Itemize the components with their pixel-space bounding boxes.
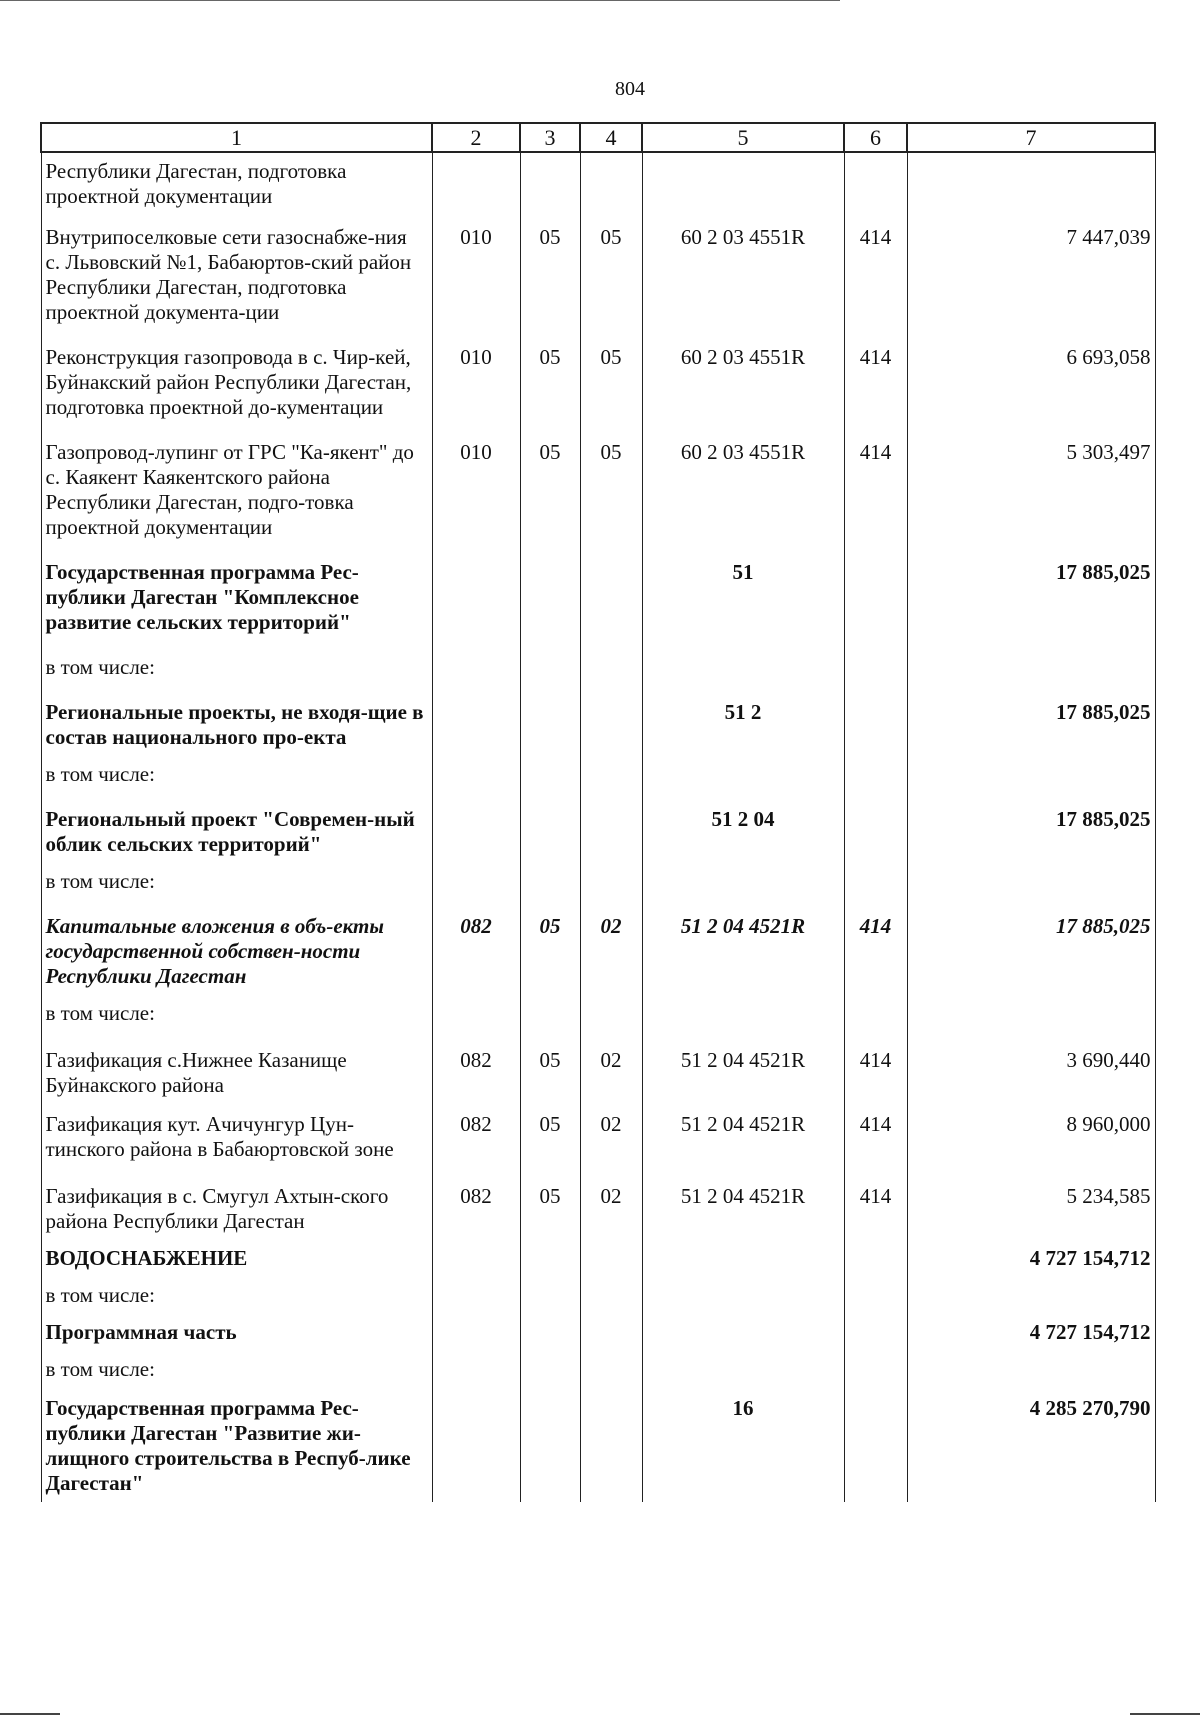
cell-target-article [642,989,844,1026]
cell-amount: 7 447,039 [907,209,1155,325]
table-row [41,750,1155,787]
cell-row-name: в том числе: [41,1345,432,1382]
cell-expense-type [844,750,907,787]
cell-amount [907,1345,1155,1382]
cell-target-article [642,857,844,894]
scan-bottom-edge-right [1130,1713,1200,1715]
page-number: 804 [615,78,645,100]
cell-admin-code [432,750,520,787]
cell-target-article: 51 2 04 4521R [642,1162,844,1234]
table-row [41,1098,1155,1162]
cell-subsection-code [580,152,642,209]
cell-row-name: Газификация кут. Ачичунгур Цун-тинского района в Бабаюртовской зоне [41,1098,432,1162]
table-row [41,1382,1155,1502]
cell-subsection-code: 05 [580,325,642,420]
cell-target-article: 51 2 04 [642,787,844,857]
column-header-5: 5 [642,123,844,152]
cell-section-code [520,540,580,635]
cell-admin-code [432,1271,520,1308]
cell-row-name: Государственная программа Рес-публики Дагестан "Развитие жи-лищного строительства в Респуб-лике Дагестан" [41,1382,432,1502]
cell-expense-type: 414 [844,420,907,540]
table-row [41,680,1155,750]
cell-amount [907,635,1155,680]
budget-table [40,122,1156,1502]
cell-expense-type [844,1271,907,1308]
cell-row-name: Внутрипоселковые сети газоснабже-ния с. Львовский №1, Бабаюртов-ский район Республики Дагестан, подготовка проектной документа-ции [41,209,432,325]
cell-subsection-code [580,540,642,635]
cell-amount [907,989,1155,1026]
cell-amount: 8 960,000 [907,1098,1155,1162]
cell-section-code: 05 [520,1026,580,1098]
cell-expense-type [844,857,907,894]
cell-section-code [520,1345,580,1382]
cell-expense-type [844,989,907,1026]
cell-target-article: 60 2 03 4551R [642,420,844,540]
table-row [41,1234,1155,1271]
cell-admin-code [432,1308,520,1345]
cell-row-name: в том числе: [41,635,432,680]
cell-section-code: 05 [520,325,580,420]
cell-section-code [520,152,580,209]
cell-expense-type: 414 [844,325,907,420]
cell-expense-type [844,1234,907,1271]
cell-amount: 17 885,025 [907,540,1155,635]
cell-section-code [520,787,580,857]
cell-admin-code [432,540,520,635]
cell-row-name: Региональный проект "Современ-ный облик сельских территорий" [41,787,432,857]
cell-admin-code: 082 [432,894,520,989]
cell-section-code [520,1382,580,1502]
cell-subsection-code [580,1308,642,1345]
column-header-7: 7 [907,123,1155,152]
cell-subsection-code: 05 [580,420,642,540]
cell-amount: 5 234,585 [907,1162,1155,1234]
cell-section-code: 05 [520,209,580,325]
cell-expense-type: 414 [844,894,907,989]
header-row [41,123,1155,152]
table-row [41,894,1155,989]
cell-amount: 6 693,058 [907,325,1155,420]
cell-target-article: 60 2 03 4551R [642,209,844,325]
table-row [41,989,1155,1026]
cell-section-code: 05 [520,1162,580,1234]
cell-admin-code [432,1382,520,1502]
cell-subsection-code [580,1382,642,1502]
cell-expense-type [844,1308,907,1345]
cell-admin-code: 010 [432,209,520,325]
cell-row-name: ВОДОСНАБЖЕНИЕ [41,1234,432,1271]
cell-admin-code: 082 [432,1026,520,1098]
cell-admin-code: 010 [432,325,520,420]
cell-subsection-code [580,680,642,750]
cell-row-name: в том числе: [41,1271,432,1308]
cell-row-name: Капитальные вложения в объ-екты государственной собствен-ности Республики Дагестан [41,894,432,989]
table-row [41,420,1155,540]
cell-target-article [642,635,844,680]
cell-admin-code [432,857,520,894]
cell-amount [907,750,1155,787]
cell-admin-code [432,635,520,680]
column-header-6: 6 [844,123,907,152]
cell-row-name: Реконструкция газопровода в с. Чир-кей, Буйнакский район Республики Дагестан, подготовка проектной до-кументации [41,325,432,420]
cell-amount: 5 303,497 [907,420,1155,540]
cell-target-article [642,750,844,787]
column-header-2: 2 [432,123,520,152]
table-row [41,540,1155,635]
cell-row-name: Региональные проекты, не входя-щие в состав национального про-екта [41,680,432,750]
cell-admin-code: 082 [432,1162,520,1234]
cell-amount: 17 885,025 [907,680,1155,750]
cell-expense-type: 414 [844,1162,907,1234]
cell-target-article: 51 2 04 4521R [642,894,844,989]
cell-expense-type [844,1345,907,1382]
cell-admin-code [432,1234,520,1271]
cell-section-code [520,857,580,894]
column-header-1: 1 [41,123,432,152]
cell-subsection-code: 02 [580,1162,642,1234]
table-body [41,152,1155,1502]
cell-admin-code [432,1345,520,1382]
cell-subsection-code [580,857,642,894]
cell-amount [907,1271,1155,1308]
cell-section-code [520,1271,580,1308]
cell-amount: 17 885,025 [907,894,1155,989]
cell-section-code: 05 [520,420,580,540]
cell-section-code: 05 [520,894,580,989]
cell-amount [907,152,1155,209]
table-row [41,635,1155,680]
cell-expense-type [844,635,907,680]
cell-admin-code: 082 [432,1098,520,1162]
scan-bottom-edge-left [0,1713,60,1715]
cell-row-name: Газопровод-лупинг от ГРС "Ка-якент" до с. Каякент Каякентского района Республики Дагестан, подго-товка проектной документации [41,420,432,540]
cell-section-code [520,680,580,750]
cell-target-article [642,152,844,209]
cell-admin-code [432,989,520,1026]
cell-amount: 4 285 270,790 [907,1382,1155,1502]
table-row [41,1308,1155,1345]
cell-expense-type: 414 [844,1026,907,1098]
cell-subsection-code: 02 [580,1026,642,1098]
cell-target-article: 51 2 04 4521R [642,1098,844,1162]
cell-row-name: в том числе: [41,989,432,1026]
cell-admin-code: 010 [432,420,520,540]
cell-amount: 3 690,440 [907,1026,1155,1098]
table-row [41,152,1155,209]
column-header-3: 3 [520,123,580,152]
cell-amount: 17 885,025 [907,787,1155,857]
cell-target-article: 16 [642,1382,844,1502]
cell-section-code: 05 [520,1098,580,1162]
cell-expense-type [844,787,907,857]
cell-row-name: Газификация в с. Смугул Ахтын-ского района Республики Дагестан [41,1162,432,1234]
cell-row-name: Республики Дагестан, подготовка проектной документации [41,152,432,209]
cell-amount [907,857,1155,894]
table-row [41,857,1155,894]
cell-expense-type [844,540,907,635]
cell-subsection-code [580,989,642,1026]
table-row [41,325,1155,420]
cell-subsection-code: 02 [580,1098,642,1162]
table-row [41,209,1155,325]
cell-expense-type [844,1382,907,1502]
scan-top-edge [0,0,840,1]
cell-target-article: 51 2 [642,680,844,750]
cell-section-code [520,989,580,1026]
cell-subsection-code: 05 [580,209,642,325]
cell-admin-code [432,787,520,857]
cell-row-name: в том числе: [41,750,432,787]
cell-subsection-code [580,635,642,680]
cell-target-article [642,1271,844,1308]
cell-subsection-code [580,1234,642,1271]
cell-expense-type: 414 [844,1098,907,1162]
cell-expense-type [844,152,907,209]
cell-subsection-code [580,750,642,787]
cell-target-article: 51 2 04 4521R [642,1026,844,1098]
cell-expense-type [844,680,907,750]
cell-subsection-code [580,1345,642,1382]
cell-row-name: Программная часть [41,1308,432,1345]
cell-section-code [520,1308,580,1345]
table-row [41,787,1155,857]
table-row [41,1345,1155,1382]
cell-amount: 4 727 154,712 [907,1308,1155,1345]
table-row [41,1026,1155,1098]
cell-target-article [642,1345,844,1382]
cell-section-code [520,1234,580,1271]
cell-row-name: Газификация с.Нижнее Казанище Буйнакского района [41,1026,432,1098]
cell-target-article [642,1234,844,1271]
cell-target-article: 60 2 03 4551R [642,325,844,420]
table-row [41,1162,1155,1234]
cell-expense-type: 414 [844,209,907,325]
cell-admin-code [432,680,520,750]
cell-section-code [520,750,580,787]
cell-subsection-code [580,1271,642,1308]
column-header-4: 4 [580,123,642,152]
cell-row-name: в том числе: [41,857,432,894]
cell-target-article: 51 [642,540,844,635]
cell-target-article [642,1308,844,1345]
cell-admin-code [432,152,520,209]
cell-amount: 4 727 154,712 [907,1234,1155,1271]
cell-section-code [520,635,580,680]
cell-subsection-code [580,787,642,857]
table-row [41,1271,1155,1308]
cell-row-name: Государственная программа Рес-публики Дагестан "Комплексное развитие сельских территорий" [41,540,432,635]
cell-subsection-code: 02 [580,894,642,989]
